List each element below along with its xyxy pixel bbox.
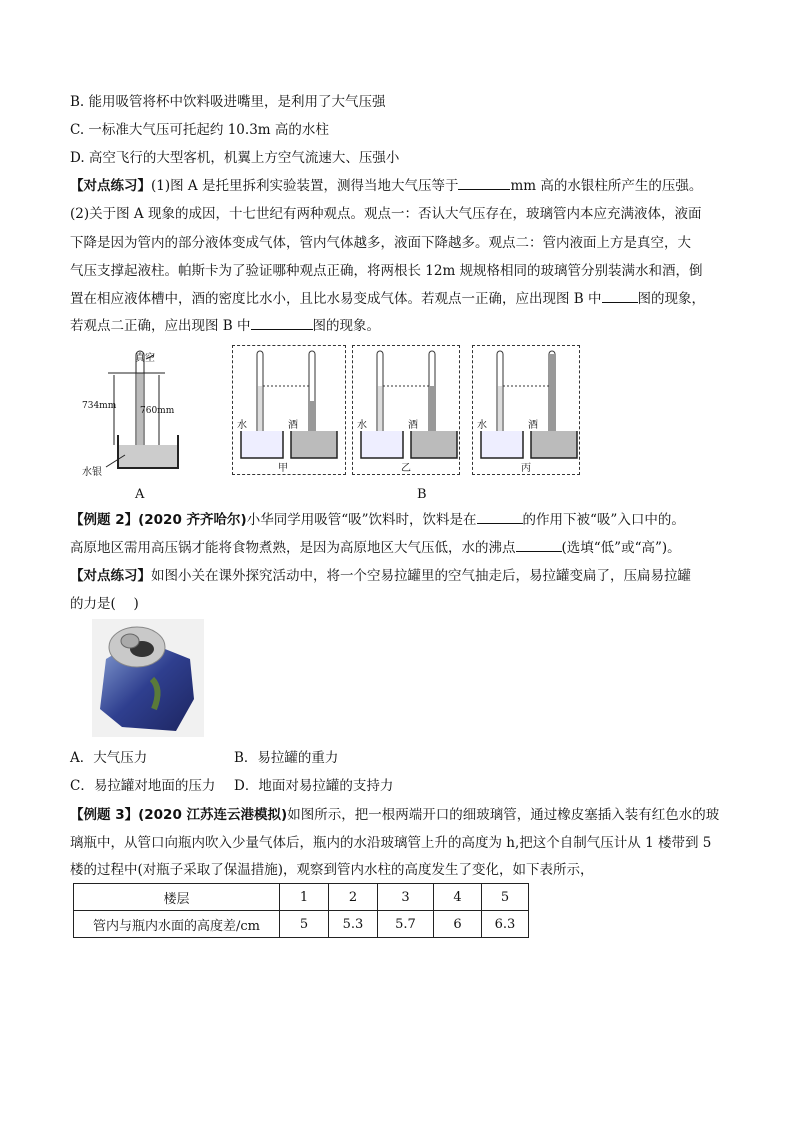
option-c: C. 一标准大气压可托起约 10.3m 高的水柱	[70, 122, 329, 138]
label-water: 水	[237, 420, 247, 431]
table-cell: 6	[434, 911, 482, 938]
panel-1	[232, 345, 346, 475]
label-alcohol: 酒	[528, 420, 538, 431]
table-row	[74, 884, 529, 911]
table-cell: 3	[378, 884, 434, 911]
text: 高原地区需用高压锅才能将食物煮熟，是因为高原地区大气压低，水的沸点	[70, 540, 516, 556]
table-row	[74, 911, 529, 938]
answer-blank[interactable]	[251, 317, 313, 330]
label-alcohol: 酒	[288, 420, 298, 431]
text: mm 高的水银柱所产生的压强。	[510, 178, 703, 194]
answer-blank[interactable]	[516, 539, 562, 552]
answer-blank[interactable]	[602, 290, 638, 303]
text: A．大气压力	[70, 750, 148, 766]
text: 如图所示，把一根两端开口的细玻璃管，通过橡皮塞插入装有红色水的玻	[287, 807, 720, 823]
text: 如图小关在课外探究活动中，将一个空易拉罐里的空气抽走后，易拉罐变扁了，压扁易拉罐	[151, 568, 691, 584]
label-water: 水	[477, 420, 487, 431]
panel-label: 乙	[401, 463, 411, 474]
practice1-line6	[70, 317, 380, 335]
practice1-line4: 气压支撑起液柱。帕斯卡为了验证哪种观点正确，将两根长 12m 规规格相同的玻璃管分别装满水和酒，倒	[70, 263, 703, 279]
example-source: (2020 齐齐哈尔)	[138, 512, 247, 528]
option-d2	[234, 777, 393, 795]
table-cell: 2	[329, 884, 378, 911]
table-header: 管内与瓶内水面的高度差/cm	[74, 911, 280, 938]
practice2-line1	[70, 567, 691, 585]
label-734mm: 734mm	[82, 401, 117, 411]
table-cell: 6.3	[482, 911, 529, 938]
label-760mm: 760mm	[140, 406, 175, 416]
panel-label: 丙	[521, 463, 531, 474]
example2-line2	[70, 539, 681, 557]
text: 小华同学用吸管“吸”饮料时，饮料是在	[246, 512, 477, 528]
table-cell: 5	[482, 884, 529, 911]
text: 的作用下被“吸”入口中的。	[522, 512, 685, 528]
text: B．易拉罐的重力	[234, 750, 339, 766]
answer-blank[interactable]	[458, 177, 510, 190]
example-source: (2020 江苏连云港模拟)	[138, 807, 288, 823]
table-cell: 5.3	[329, 911, 378, 938]
caption-a: A	[135, 487, 145, 502]
label-vacuum: 真空	[135, 353, 155, 364]
text: D．地面对易拉罐的支持力	[234, 778, 394, 794]
text: (选填“低”或“高”)。	[561, 540, 681, 556]
table-cell: 5.7	[378, 911, 434, 938]
label-alcohol: 酒	[408, 420, 418, 431]
practice1-line5	[70, 290, 705, 308]
text: C．易拉罐对地面的压力	[70, 778, 216, 794]
text: 图的现象。	[312, 318, 381, 334]
table-header: 楼层	[74, 884, 280, 911]
option-c2	[70, 777, 215, 795]
option-b2	[234, 749, 338, 767]
table-cell: 5	[280, 911, 329, 938]
crushed-can-image	[92, 619, 204, 737]
option-a	[70, 749, 147, 767]
practice1-line3: 下降是因为管内的部分液体变成气体，管内气体越多，液面下降越多。观点二：管内液面上方是真空，大	[70, 235, 691, 251]
panel-3	[472, 345, 580, 475]
example3-line2: 璃瓶中，从管口向瓶内吹入少量气体后，瓶内的水沿玻璃管上升的高度为 h,把这个自制气压计从 1 楼带到 5	[70, 835, 712, 851]
answer-blank[interactable]	[477, 511, 523, 524]
text: 若观点二正确，应出现图 B 中	[70, 318, 251, 334]
example3-line1	[70, 806, 719, 824]
table-cell: 1	[280, 884, 329, 911]
practice1-line2: (2)关于图 A 现象的成因，十七世纪有两种观点。观点一：否认大气压存在，玻璃管内本应充满液体，液面	[70, 206, 702, 222]
tube-diagram	[233, 346, 343, 474]
tube-diagram	[473, 346, 583, 474]
label-mercury: 水银	[82, 467, 102, 478]
option-d: D. 高空飞行的大型客机，机翼上方空气流速大、压强小	[70, 150, 400, 166]
text: 置在相应液体槽中，酒的密度比水小，且比水易变成气体。若观点一正确，应出现图 B 中	[70, 291, 602, 307]
example2-line1	[70, 511, 685, 529]
option-b: B. 能用吸管将杯中饮料吸进嘴里，是利用了大气压强	[70, 94, 386, 110]
example3-line3: 楼的过程中(对瓶子采取了保温措施)，观察到管内水柱的高度发生了变化，如下表所示，	[70, 862, 594, 878]
label-water: 水	[357, 420, 367, 431]
example-tag: 【例题 3】	[70, 807, 139, 823]
practice-tag: 【对点练习】	[70, 568, 151, 584]
text: (1)图 A 是托里拆利实验装置，测得当地大气压等于	[151, 178, 459, 194]
example-tag: 【例题 2】	[70, 512, 139, 528]
panel-2	[352, 345, 460, 475]
practice1-line1	[70, 177, 702, 195]
text: 图的现象，	[637, 291, 706, 307]
practice2-line2: 的力是( )	[70, 596, 139, 612]
caption-b: B	[417, 487, 427, 502]
floor-height-table	[73, 883, 529, 938]
practice-tag: 【对点练习】	[70, 178, 151, 194]
tube-diagram	[353, 346, 463, 474]
panel-label: 甲	[278, 463, 288, 474]
table-cell: 4	[434, 884, 482, 911]
